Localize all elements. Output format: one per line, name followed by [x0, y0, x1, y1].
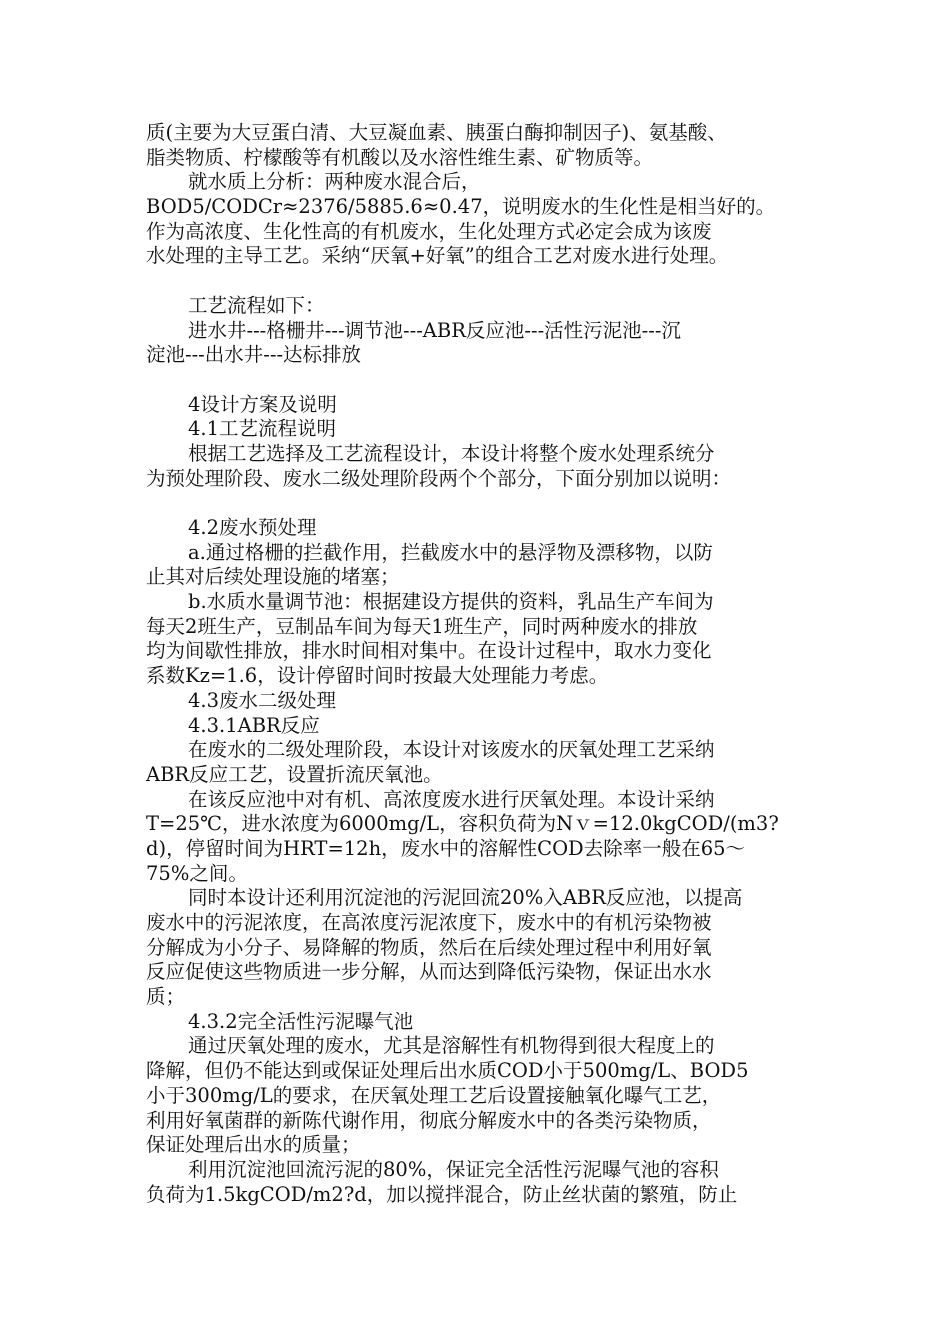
text-line: 根据工艺选择及工艺流程设计，本设计将整个废水处理系统分: [188, 441, 715, 465]
text-line: 保证处理后出水的质量；: [146, 1133, 361, 1157]
blank-line: [146, 491, 818, 516]
text-line: d)，停留时间为HRT=12h，废水中的溶解性COD去除率一般在65～: [146, 836, 746, 860]
text-line: 利用好氧菌群的新陈代谢作用，彻底分解废水中的各类污染物质，: [146, 1108, 712, 1132]
text-line: 在该反应池中对有机、高浓度废水进行厌氧处理。本设计采纳: [188, 787, 715, 811]
text-line: 进水井---格栅井---调节池---ABR反应池---活性污泥池---沉: [188, 318, 681, 342]
text-line: 反应促使这些物质进一步分解，从而达到降低污染物，保证出水水: [146, 960, 712, 984]
text-line: 废水中的污泥浓度，在高浓度污泥浓度下，废水中的有机污染物被: [146, 911, 712, 934]
text-line: T=25℃，进水浓度为6000mg/L，容积负荷为Nｖ=12.0kgCOD/(m3?: [146, 812, 779, 836]
text-line: a.通过格栅的拦截作用，拦截废水中的悬浮物及漂移物，以防: [188, 540, 713, 564]
text-line: 4.2废水预处理: [188, 516, 317, 539]
text-line: 75%之间。: [146, 861, 248, 885]
text-line: 分解成为小分子、易降解的物质，然后在后续处理过程中利用好氧: [146, 935, 712, 959]
blank-line: [146, 269, 818, 294]
text-line: 通过厌氧处理的废水，尤其是溶解性有机物得到很大程度上的: [188, 1034, 715, 1058]
text-line: 每天2班生产，豆制品车间为每天1班生产，同时两种废水的排放: [146, 614, 698, 638]
text-line: 水处理的主导工艺。采纳“厌氧+好氧”的组合工艺对废水进行处理。: [146, 244, 729, 268]
text-line: 工艺流程如下：: [188, 293, 325, 317]
text-line: 负荷为1.5kgCOD/m2?d，加以搅拌混合，防止丝状菌的繁殖，防止: [146, 1182, 738, 1206]
text-line: 质(主要为大豆蛋白清、大豆凝血素、胰蛋白酶抑制因子)、氨基酸、: [146, 121, 727, 144]
text-line: 脂类物质、柠檬酸等有机酸以及水溶性维生素、矿物质等。: [146, 145, 654, 169]
document-body: [146, 121, 818, 1207]
text-line: 4.1工艺流程说明: [188, 417, 337, 441]
text-line: 4.3.1ABR反应: [188, 713, 320, 737]
text-line: 在废水的二级处理阶段，本设计对该废水的厌氧处理工艺采纳: [188, 738, 715, 762]
text-line: 止其对后续处理设施的堵塞；: [146, 565, 400, 589]
text-line: 4.3废水二级处理: [188, 688, 337, 712]
text-line: 为预处理阶段、废水二级处理阶段两个个部分，下面分别加以说明：: [146, 466, 732, 490]
text-line: 系数Kz=1.6，设计停留时间时按最大处理能力考虑。: [146, 664, 609, 688]
text-line: 均为间歇性排放，排水时间相对集中。在设计过程中，取水力变化: [146, 639, 712, 663]
text-line: 就水质上分析：两种废水混合后，: [188, 170, 481, 194]
text-line: 4.3.2完全活性污泥曝气池: [188, 1009, 414, 1033]
text-line: 小于300mg/L的要求，在厌氧处理工艺后设置接触氧化曝气工艺，: [146, 1083, 722, 1107]
text-line: b.水质水量调节池：根据建设方提供的资料，乳品生产车间为: [188, 590, 714, 614]
text-line: 淀池---出水井---达标排放: [146, 343, 362, 367]
text-line: 作为高浓度、生化性高的有机废水，生化处理方式必定会成为该废: [146, 219, 712, 243]
text-line: BOD5/CODCr≈2376/5885.6≈0.47，说明废水的生化性是相当好的。: [146, 195, 776, 219]
text-line: ABR反应工艺，设置折流厌氧池。: [146, 762, 443, 786]
blank-line: [146, 368, 818, 393]
text-line: 质；: [146, 985, 186, 1009]
text-line: 利用沉淀池回流污泥的80%，保证完全活性污泥曝气池的容积: [188, 1157, 719, 1181]
text-line: 同时本设计还利用沉淀池的污泥回流20%入ABR反应池，以提高: [188, 886, 743, 910]
text-line: 4设计方案及说明: [188, 392, 337, 416]
text-line: 降解，但仍不能达到或保证处理后出水质COD小于500mg/L、BOD5: [146, 1059, 749, 1083]
